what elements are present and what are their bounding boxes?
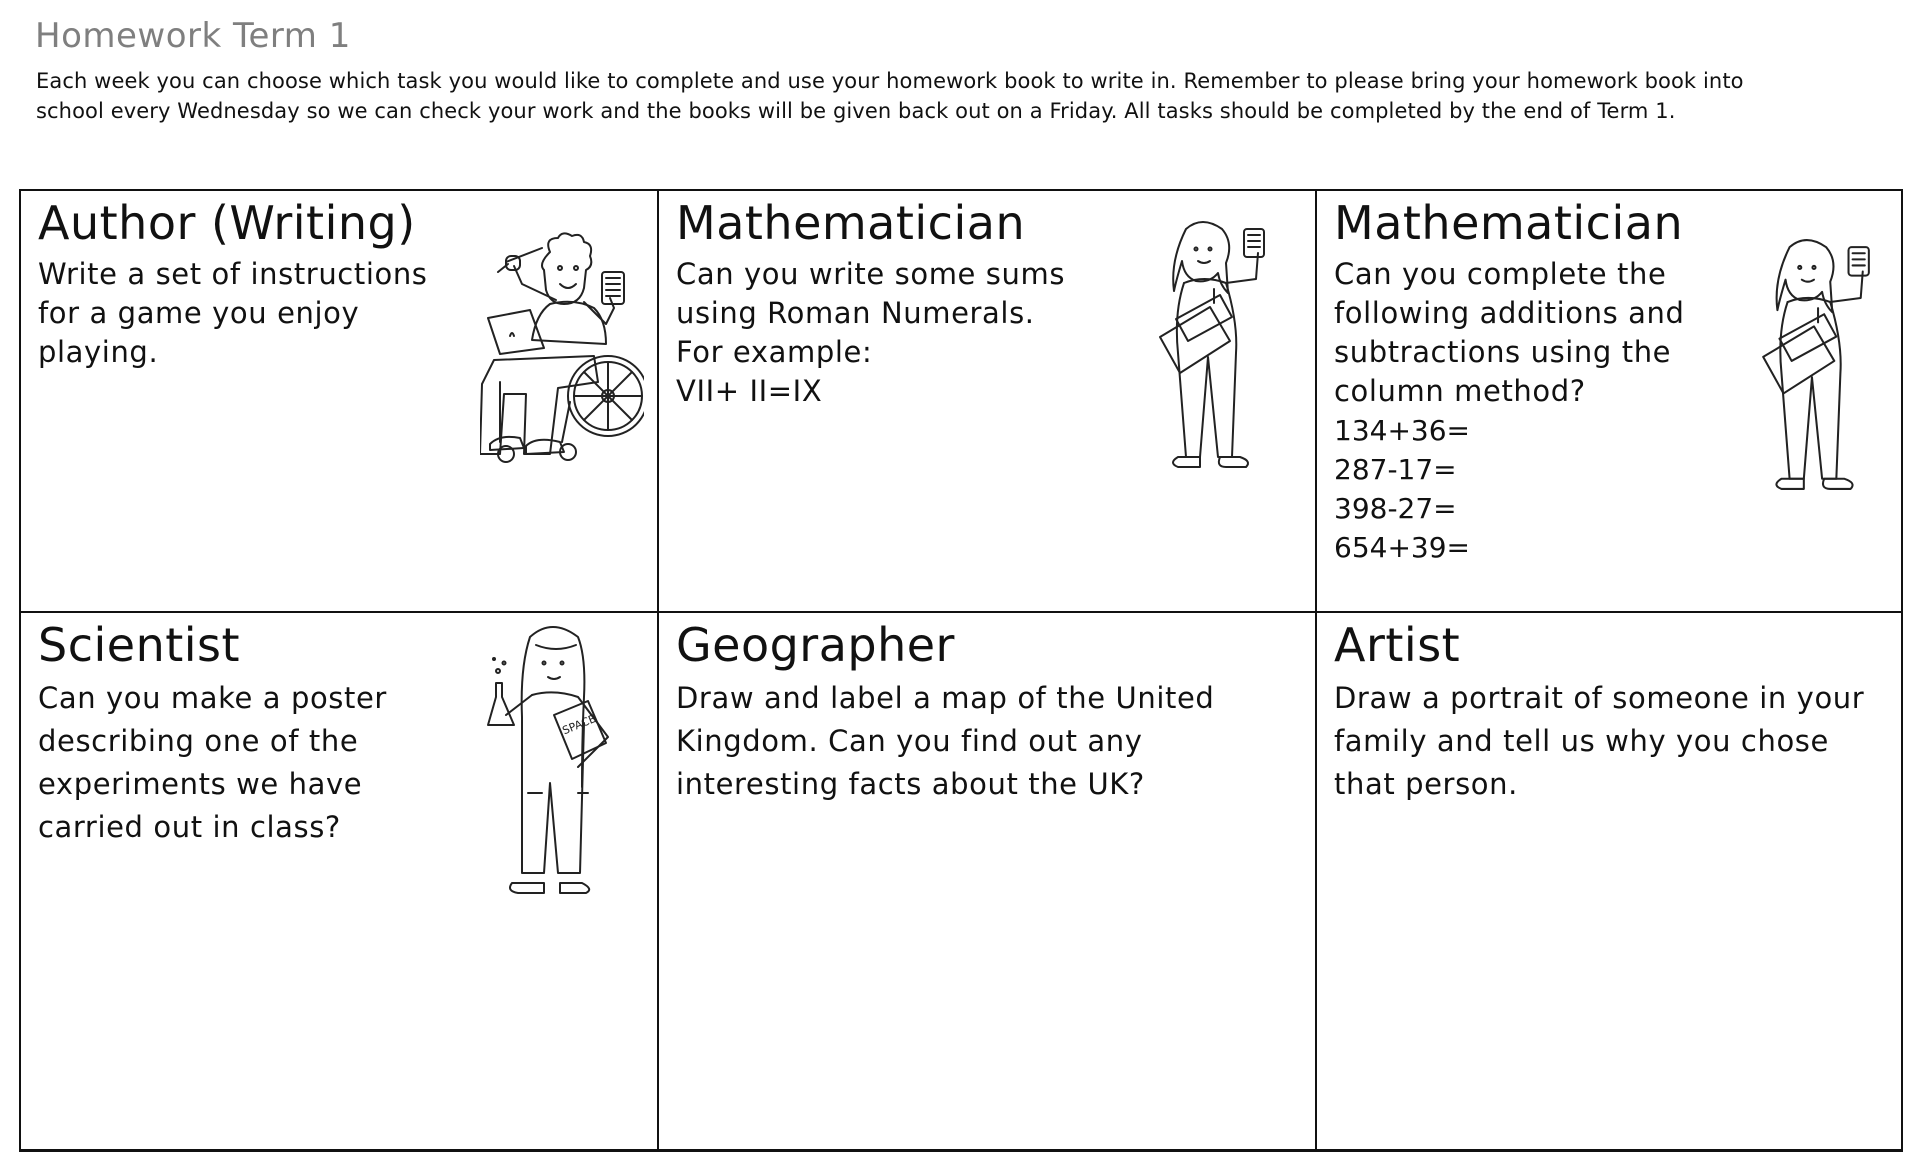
task-card-mathematician-roman-numerals: [659, 191, 1317, 613]
svg-text:SPACE: SPACE: [560, 712, 598, 738]
sum-line: 287-17=: [1334, 453, 1457, 486]
sum-line: 398-27=: [1334, 492, 1457, 525]
task-line: using Roman Numerals.: [676, 296, 1035, 330]
task-line: Can you complete the: [1334, 257, 1667, 291]
girl-with-calculator-illustration-icon: [1156, 219, 1266, 471]
task-line: Draw a portrait of someone in your: [1334, 681, 1865, 715]
instructions-line: school every Wednesday so we can check your work and the books will be given back out on a Friday. All tasks should be completed by the end of Term 1.: [36, 99, 1676, 123]
task-line: following additions and: [1334, 296, 1685, 330]
task-line: Draw and label a map of the United: [676, 681, 1215, 715]
task-line: Kingdom. Can you find out any: [676, 724, 1143, 758]
task-title: Author (Writing): [38, 196, 416, 250]
task-line: that person.: [1334, 767, 1518, 801]
task-line: subtractions using the: [1334, 335, 1672, 369]
girl-with-calculator-illustration-icon: [1759, 237, 1871, 493]
task-title: Scientist: [38, 618, 241, 672]
sum-line: 134+36=: [1334, 414, 1470, 447]
task-card-mathematician-column-method: [1317, 191, 1901, 613]
task-line: column method?: [1334, 374, 1586, 408]
task-description: [1334, 677, 1864, 806]
task-description: [676, 255, 1065, 411]
task-line: family and tell us why you chose: [1334, 724, 1829, 758]
task-line: Can you write some sums: [676, 257, 1066, 291]
task-line: carried out in class?: [38, 810, 341, 844]
task-line: For example:: [676, 335, 873, 369]
instructions-line: Each week you can choose which task you would like to complete and use your homework book to write in. Remember to please bring your homework book into: [36, 69, 1744, 93]
task-title: Geographer: [676, 618, 955, 672]
task-line: playing.: [38, 335, 159, 369]
task-line: Write a set of instructions: [38, 257, 428, 291]
task-line: describing one of the: [38, 724, 359, 758]
task-description: [676, 677, 1214, 806]
task-card-artist: [1317, 613, 1901, 1149]
task-title: Mathematician: [1334, 196, 1684, 250]
instructions-paragraph: [36, 66, 1896, 126]
task-description: [38, 677, 387, 849]
sum-line: 654+39=: [1334, 531, 1470, 564]
homework-task-grid: [19, 189, 1903, 1152]
task-title: Artist: [1334, 618, 1461, 672]
task-line: Can you make a poster: [38, 681, 387, 715]
task-card-scientist: [21, 613, 659, 1149]
task-card-author: [21, 191, 659, 613]
task-title: Mathematician: [676, 196, 1026, 250]
task-line: for a game you enjoy: [38, 296, 360, 330]
task-description: [38, 255, 428, 372]
scientist-with-flask-illustration-icon: [482, 623, 622, 899]
task-card-geographer: [659, 613, 1317, 1149]
task-line: experiments we have: [38, 767, 363, 801]
boy-in-wheelchair-illustration-icon: [480, 232, 644, 466]
task-line: interesting facts about the UK?: [676, 767, 1145, 801]
task-description: [1334, 255, 1684, 567]
page-title: Homework Term 1: [35, 16, 351, 56]
task-line: VII+ II=IX: [676, 374, 823, 408]
